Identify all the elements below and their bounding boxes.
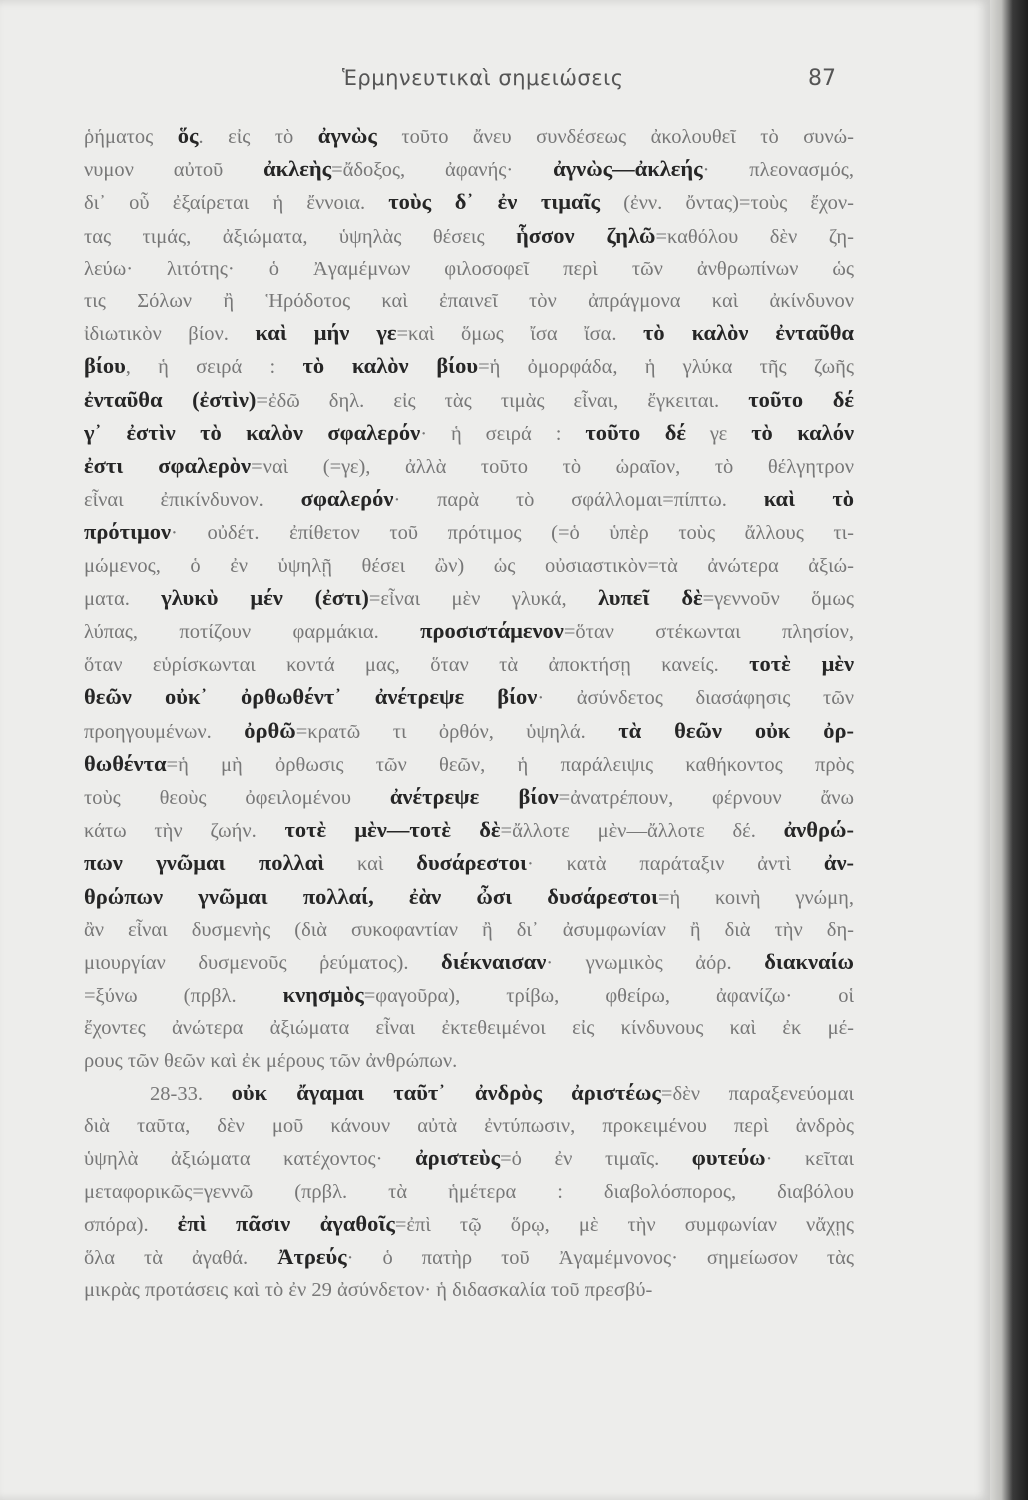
gloss: τοῦτο ἄνευ συνδέσεως ἀκολουθεῖ τὸ συνώ-	[376, 126, 854, 148]
text-line	[84, 1142, 854, 1175]
text-line	[84, 186, 854, 219]
gloss: γε	[686, 422, 752, 445]
text-line	[84, 946, 854, 979]
lemma: τοὺς δ᾽ ἐν τιμαῖς	[388, 189, 601, 215]
gloss: · ὁ πατὴρ τοῦ Ἀγαμέμνονος· σημείωσον τὰς	[346, 1246, 854, 1269]
text-line	[84, 120, 854, 153]
lemma: τοτὲ μὲν—τοτὲ δὲ	[284, 817, 501, 843]
text-line	[84, 285, 854, 317]
text-line	[84, 914, 854, 946]
text-line	[84, 781, 854, 814]
gloss: προηγουμένων.	[84, 720, 245, 743]
lemma: δυσάρεστοι	[416, 850, 527, 876]
text-line	[84, 582, 854, 615]
text-line	[84, 847, 854, 880]
lemma: τὰ θεῶν οὐκ ὀρ-	[618, 717, 854, 743]
lemma: τὸ καλὸν ἐνταῦθα	[643, 320, 854, 346]
lemma: διέκναισαν	[441, 949, 547, 975]
gloss: ἰδιωτικὸν βίον.	[84, 323, 256, 346]
gloss: =ἡ κοινὴ γνώμη,	[657, 886, 854, 909]
gloss: =ἀνατρέπουν, φέρνουν ἄνω	[558, 787, 854, 810]
text-line	[84, 253, 854, 285]
gloss: . εἰς τὸ	[198, 126, 318, 148]
lemma: τὸ καλόν	[751, 419, 854, 445]
gloss: =κρατῶ τι ὀρθόν, ὑψηλά.	[295, 720, 619, 743]
gloss: =δὲν παραξενεύομαι	[660, 1082, 854, 1105]
gloss: νυμον αὐτοῦ	[84, 159, 264, 182]
lemma: τοῦτο δέ	[748, 386, 854, 412]
lemma: θεῶν οὐκ᾽ ὀρθωθέντ᾽ ἀνέτρεψε βίον	[84, 684, 538, 710]
gloss: · ἀσύνδετος διασάφησις τῶν	[537, 687, 854, 710]
running-title: Ἑρμηνευτικαὶ σημειώσεις	[342, 66, 624, 90]
gloss: =φαγοῦρα), τρίβω, φθείρω, ἀφανίζω· οἱ	[363, 985, 854, 1008]
text-line	[84, 881, 854, 914]
lemma: ὅς	[177, 123, 199, 148]
lemma: καὶ τὸ	[763, 486, 854, 512]
lemma: τὸ καλὸν βίου	[302, 353, 479, 379]
gloss: =ἐδῶ δηλ. εἰς τὰς τιμὰς εἶναι, ἔγκειται.	[256, 389, 749, 412]
lemma: ἐπὶ πᾶσιν ἀγαθοῖς	[177, 1210, 395, 1236]
lemma: ὀρθῶ	[244, 717, 296, 743]
gloss: =ἡ μὴ ὀρθωσις τῶν θεῶν, ἡ παράλειψις καθήκοντος πρὸς	[166, 753, 854, 776]
lemma: ἀνθρώ-	[783, 817, 854, 843]
text-line	[84, 648, 854, 681]
lemma: ἀγνὼς—ἀκλεής	[553, 156, 703, 182]
text-line	[84, 615, 854, 648]
gloss: 28-33.	[150, 1082, 232, 1105]
text-line	[84, 1045, 854, 1077]
text-line	[84, 748, 854, 781]
gloss: μώμενος, ὁ ἐν ὑψηλῇ θέσει ὢν) ὡς οὐσιαστικὸν=τὰ ἀνώτερα ἀξιώ-	[84, 554, 854, 577]
lemma: πρότιμον	[84, 519, 172, 545]
lemma: ἀγνὼς	[317, 123, 377, 148]
text-line	[84, 317, 854, 350]
gloss: (ἐνν. ὄντας)=τοὺς ἔχον-	[600, 192, 854, 215]
lemma: Ἀτρεύς	[277, 1243, 347, 1269]
gloss: κάτω τὴν ζωήν.	[84, 820, 285, 843]
gloss: · γνωμικὸς ἀόρ.	[546, 952, 765, 975]
lemma: προσιστάμενον	[420, 618, 564, 644]
lemma: ἀνέτρεψε βίον	[389, 784, 559, 810]
gloss: καὶ	[324, 853, 417, 876]
lemma: πων γνῶμαι πολλαὶ	[84, 850, 325, 876]
gloss: =ἄδοξος, ἀφανής·	[331, 159, 554, 182]
text-line	[84, 1110, 854, 1142]
lemma: λυπεῖ δὲ	[598, 584, 703, 610]
gloss: · κατὰ παράταξιν ἀντὶ	[526, 853, 824, 876]
text-line	[84, 1208, 854, 1241]
text-line	[84, 450, 854, 483]
text-line	[84, 483, 854, 516]
lemma: ἧσσον ζηλῶ	[516, 222, 656, 248]
lemma: ἀν-	[823, 850, 854, 876]
gloss: ρους τῶν θεῶν καὶ ἐκ μέρους τῶν ἀνθρώπων.	[84, 1049, 458, 1072]
gloss: · ἡ σειρά :	[420, 422, 586, 445]
text-line	[84, 153, 854, 186]
text-line	[84, 1012, 854, 1044]
gloss: ὑψηλὰ ἀξιώματα κατέχοντος·	[84, 1148, 416, 1171]
text-line	[84, 550, 854, 582]
text-line	[84, 979, 854, 1012]
gloss: ὅταν εὑρίσκωνται κοντά μας, ὅταν τὰ ἀποκτήσῃ κανείς.	[84, 654, 750, 677]
gloss: εἶναι ἐπικίνδυνον.	[84, 489, 301, 512]
gloss: · οὐδέτ. ἐπίθετον τοῦ πρότιμος (=ὁ ὑπὲρ τοὺς ἄλλους τι-	[171, 522, 854, 545]
text-line	[84, 1274, 854, 1306]
gloss: λεύω· λιτότης· ὁ Ἀγαμέμνων φιλοσοφεῖ περὶ τῶν ἀνθρωπίνων ὡς	[84, 257, 854, 280]
gloss: μεταφορικῶς=γεννῶ (πρβλ. τὰ ἡμέτερα : διαβολόσπορος, διαβόλου	[84, 1180, 854, 1203]
lemma: καὶ μήν γε	[255, 320, 397, 346]
gloss: =καὶ ὅμως ἴσα ἴσα.	[396, 323, 644, 346]
gloss: =ὅταν στέκωνται πλησίον,	[563, 621, 854, 644]
gloss: =ἐπὶ τῷ ὅρῳ, μὲ τὴν συμφωνίαν νἄχῃς	[394, 1213, 854, 1236]
lemma: ἐνταῦθα (ἐστὶν)	[84, 386, 257, 412]
gloss: · κεῖται	[765, 1148, 854, 1171]
gloss: μιουργίαν δυσμενοῦς ῥεύματος).	[84, 952, 442, 975]
gloss: =ἡ ὀμορφάδα, ἡ γλύκα τῆς ζωῆς	[478, 356, 854, 379]
gloss: =ὁ ἐν τιμαῖς.	[500, 1148, 692, 1171]
gloss: =καθόλου δὲν ζη-	[655, 225, 854, 248]
gloss: δι᾽ οὗ ἐξαίρεται ἡ ἔννοια.	[84, 192, 389, 215]
text-line	[84, 1077, 854, 1110]
lemma: οὐκ ἄγαμαι ταῦτ᾽ ἀνδρὸς ἀριστέως	[231, 1079, 661, 1105]
lemma: τοῦτο δέ	[585, 419, 686, 445]
gloss: =εἶναι μὲν γλυκά,	[368, 587, 599, 610]
lemma: θωθέντα	[84, 750, 167, 776]
lemma: βίου	[84, 353, 126, 379]
gloss: · παρὰ τὸ σφάλλομαι=πίπτω.	[393, 489, 764, 512]
text-line	[84, 814, 854, 847]
lemma: θρώπων γνῶμαι πολλαί, ἐὰν ὦσι δυσάρεστοι	[84, 883, 658, 909]
page-edge	[990, 0, 1028, 1500]
lemma: τοτὲ μὲν	[749, 651, 854, 677]
text-line	[84, 384, 854, 417]
gloss: διὰ ταῦτα, δὲν μοῦ κάνουν αὐτὰ ἐντύπωσιν, προκειμένου περὶ ἀνδρὸς	[84, 1115, 854, 1138]
text-line	[84, 417, 854, 450]
gloss: σπόρα).	[84, 1213, 178, 1236]
lemma: φυτεύω	[691, 1145, 766, 1171]
gloss: τας τιμάς, ἀξιώματα, ὑψηλὰς θέσεις	[84, 225, 517, 248]
page-number: 87	[808, 66, 836, 91]
gloss: , ἡ σειρά :	[125, 356, 303, 379]
gloss: ὅλα τὰ ἀγαθά.	[84, 1246, 278, 1269]
gloss: λύπας, ποτίζουν φαρμάκια.	[84, 621, 421, 644]
gloss: τοὺς θεοὺς ὀφειλομένου	[84, 787, 390, 810]
text-line	[84, 350, 854, 383]
gloss: =ἄλλοτε μὲν—ἄλλοτε δέ.	[500, 820, 784, 843]
gloss: ἔχοντες ἀνώτερα ἀξιώματα εἶναι ἐκτεθειμένοι εἰς κίνδυνους καὶ ἐκ μέ-	[84, 1017, 854, 1040]
lemma: ἐστι σφαλερὸν	[84, 453, 252, 479]
page-header	[0, 62, 990, 102]
lemma: ἀκλεὴς	[263, 156, 332, 182]
gloss: =ξύνω (πρβλ.	[84, 985, 283, 1008]
gloss: · πλεονασμός,	[702, 159, 854, 182]
gloss: ματα.	[84, 587, 162, 610]
lemma: γλυκὺ μέν (ἐστι)	[161, 584, 369, 610]
text-line	[84, 1241, 854, 1274]
gloss: =ναὶ (=γε), ἀλλὰ τοῦτο τὸ ὡραῖον, τὸ θέλγητρον	[251, 456, 854, 479]
text-line	[84, 715, 854, 748]
lemma: σφαλερόν	[300, 486, 394, 512]
gloss: ῥήματος	[84, 126, 178, 148]
lemma: γ᾽ ἐστὶν τὸ καλὸν σφαλερόν	[84, 419, 421, 445]
text-line	[84, 681, 854, 714]
text-line	[84, 1176, 854, 1208]
lemma: κνησμὸς	[282, 982, 364, 1008]
text-line	[84, 516, 854, 549]
text-line	[84, 220, 854, 253]
commentary-text	[84, 120, 854, 1306]
lemma: ἀριστεὺς	[415, 1145, 501, 1171]
lemma: διακναίω	[764, 949, 854, 975]
gloss: ἂν εἶναι δυσμενὴς (διὰ συκοφαντίαν ἢ δι᾽ ἀσυμφωνίαν ἢ διὰ τὴν δη-	[84, 918, 854, 941]
gloss: μικρὰς προτάσεις καὶ τὸ ἐν 29 ἀσύνδετον· ἡ διδασκαλία τοῦ πρεσβύ-	[84, 1279, 653, 1302]
gloss: τις Σόλων ἢ Ἡρόδοτος καὶ ἐπαινεῖ τὸν ἀπράγμονα καὶ ἀκίνδυνον	[84, 290, 854, 313]
gloss: =γεννοῦν ὅμως	[702, 587, 854, 610]
